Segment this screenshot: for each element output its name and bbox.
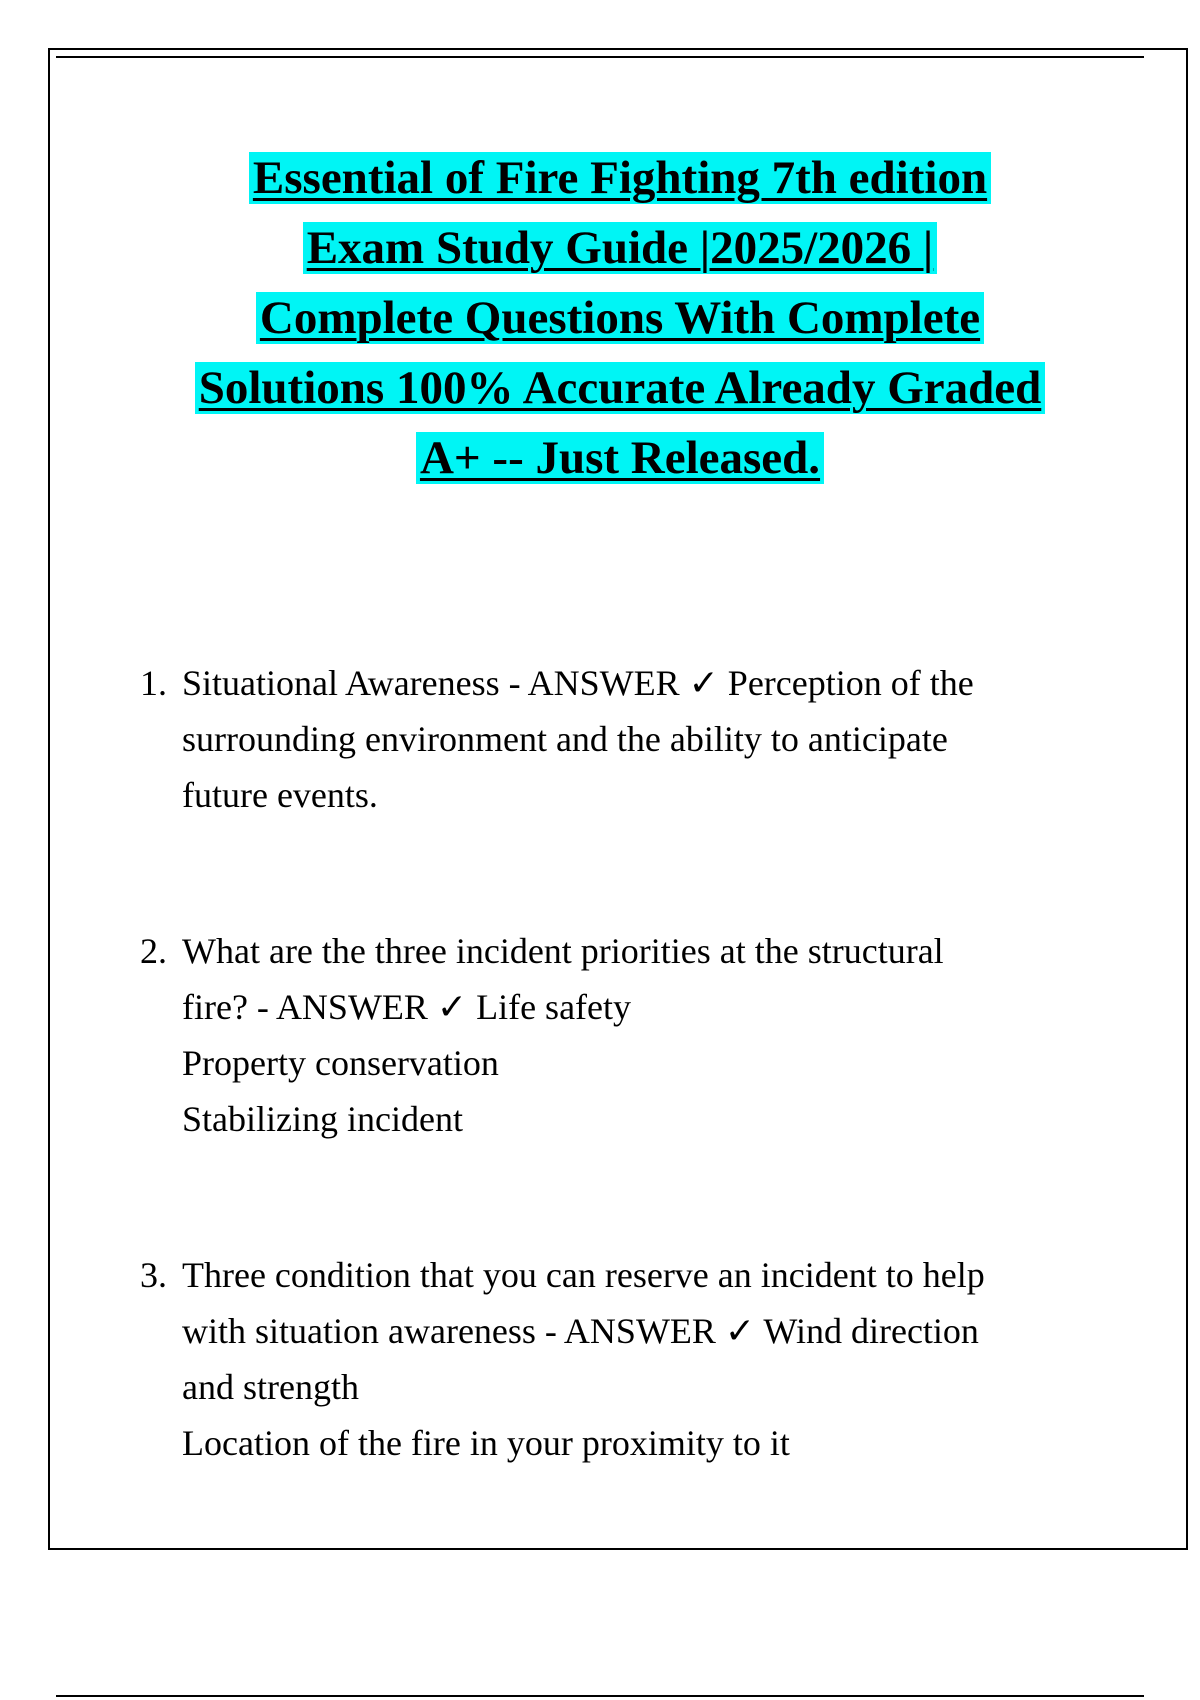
title-line-3: Complete Questions With Complete [100, 283, 1140, 353]
question-item-3 [140, 1247, 1100, 1471]
document-title [100, 143, 1140, 493]
question-text-line: surrounding environment and the ability to anticipate [182, 719, 948, 759]
question-text-line: What are the three incident priorities at the structural [182, 931, 944, 971]
top-rule [56, 56, 1144, 58]
title-line-4: Solutions 100% Accurate Already Graded [100, 353, 1140, 423]
question-number: 3. [140, 1255, 167, 1295]
question-text-line: fire? - ANSWER ✓ Life safety [182, 987, 632, 1027]
question-number: 2. [140, 931, 167, 971]
question-text-line: with situation awareness - ANSWER ✓ Wind direction [182, 1311, 979, 1351]
question-text-line: Situational Awareness - ANSWER ✓ Perception of the [182, 663, 974, 703]
title-line-2: Exam Study Guide |2025/2026 | [100, 213, 1140, 283]
title-line-1: Essential of Fire Fighting 7th edition [100, 143, 1140, 213]
question-list [140, 655, 1100, 1471]
title-line-5: A+ -- Just Released. [100, 423, 1140, 493]
question-text-line: Stabilizing incident [182, 1099, 463, 1139]
bottom-rule [56, 1695, 1144, 1697]
question-number: 1. [140, 663, 167, 703]
question-text-line: Property conservation [182, 1043, 499, 1083]
question-text-line: future events. [182, 775, 378, 815]
question-item-2 [140, 923, 1100, 1147]
question-text-line: and strength [182, 1367, 359, 1407]
question-text-line: Three condition that you can reserve an incident to help [182, 1255, 985, 1295]
question-text-line: Location of the fire in your proximity to it [182, 1423, 790, 1463]
question-item-1 [140, 655, 1100, 823]
